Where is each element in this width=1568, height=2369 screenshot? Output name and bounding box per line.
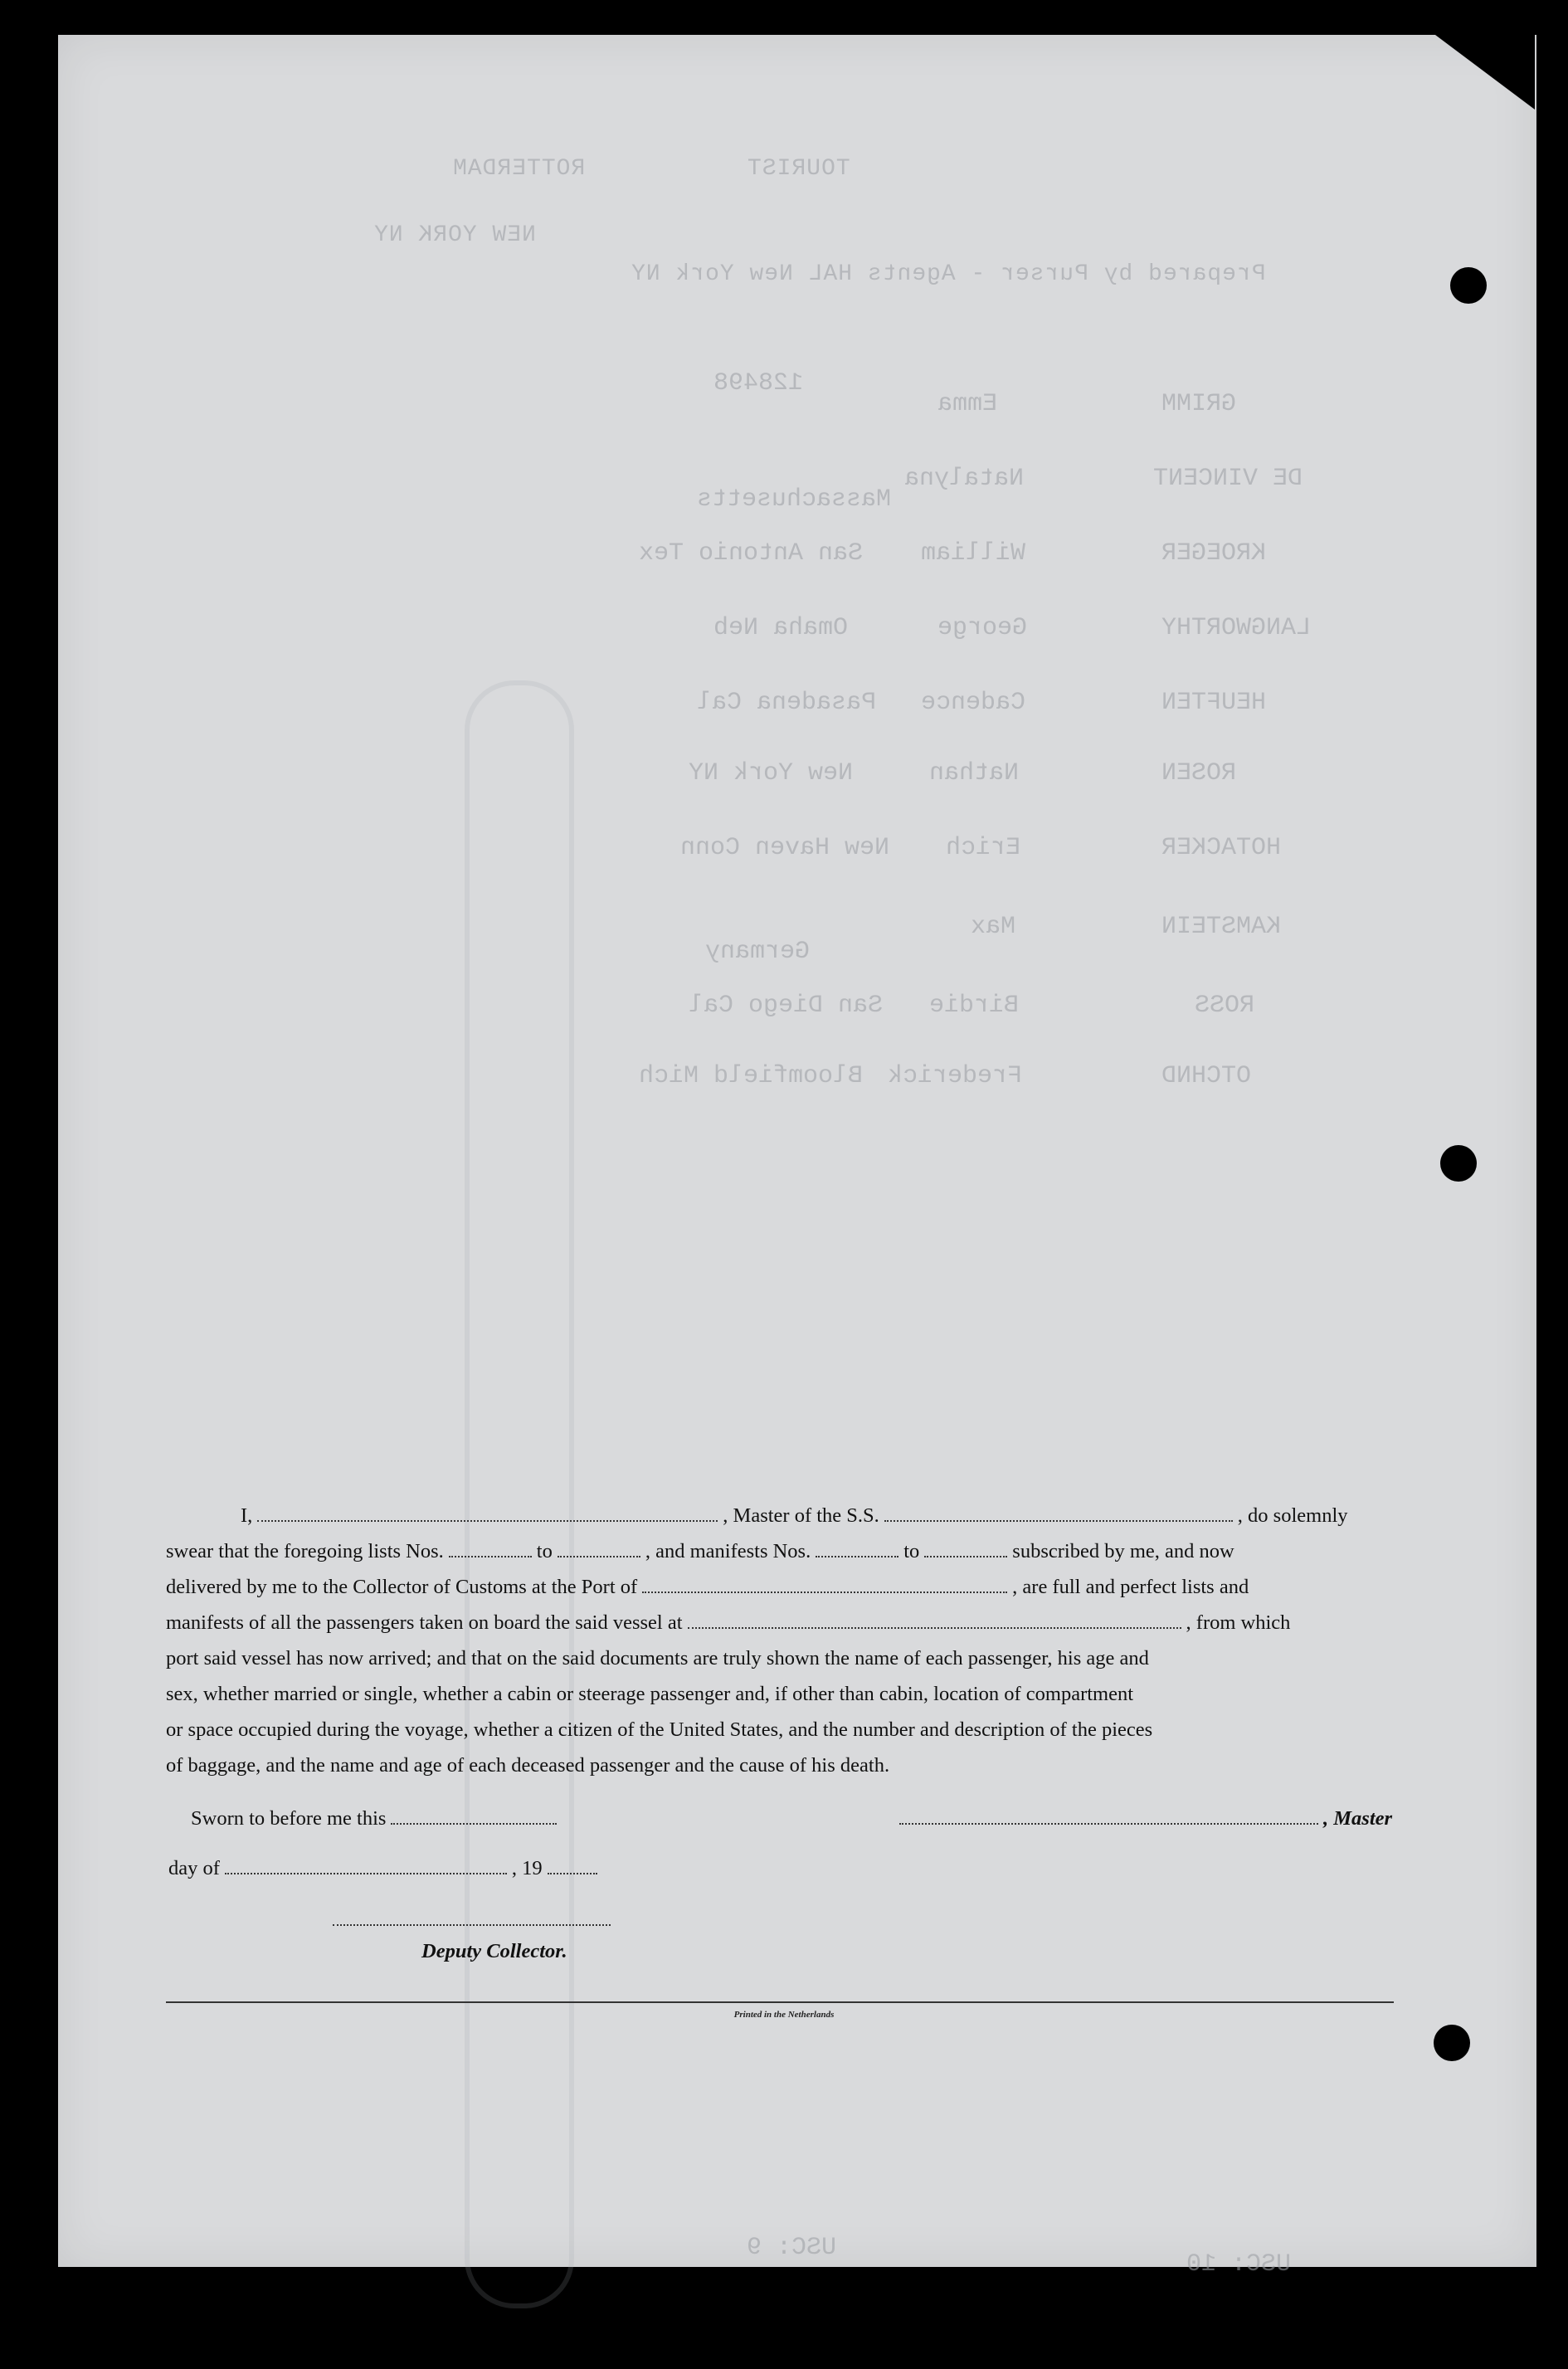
oath-text-fragment: delivered by me to the Collector of Customs at the Port of [166,1576,638,1598]
manifest-from-field[interactable] [816,1556,898,1557]
day-of-label: day of [168,1857,220,1879]
bleed-row-given: Natalyna [904,465,1025,493]
bleed-row-info: Germany [705,938,811,966]
deputy-signature-line [328,1908,616,1932]
oath-line-1 [166,1498,1394,1533]
bleed-bottom-code: USC: 9 [747,2234,837,2262]
bleed-row-info: New York NY [689,759,854,787]
punch-hole [1450,267,1487,304]
manifest-to-field[interactable] [924,1556,1007,1557]
deputy-collector-label: Deputy Collector. [421,1940,567,1962]
sworn-line [191,1807,562,1830]
bleed-header-4: Prepared by Purser - Agents HAL New York NY [631,261,1266,287]
oath-text-fragment: to [903,1540,920,1562]
oath-line-6: sex, whether married or single, whether a cabin or steerage passenger and, if other than cabin, location of compartment [166,1683,1134,1705]
bleed-bottom-code: USC: 10 [1186,2250,1292,2279]
oath-text-fragment: I, [241,1504,253,1527]
bleed-row-info: Bloomfield Mich [639,1062,864,1090]
oath-text-fragment: , do solemnly [1237,1504,1348,1527]
departure-port-field[interactable] [688,1627,1181,1629]
bleed-row-given: William [921,539,1026,568]
footer-rule [166,2001,1394,2003]
list-from-field[interactable] [449,1556,532,1557]
punch-hole [1440,1145,1477,1182]
year-label: , 19 [511,1857,543,1879]
bleed-row-info: Omaha Neb [713,614,849,642]
bleed-row-surname: ROSS [1195,992,1255,1020]
oath-line-7: or space occupied during the voyage, whether a citizen of the United States, and the number and description of the pieces [166,1718,1153,1741]
bleed-header-2: ROTTERDAM [452,156,586,182]
oath-text-fragment: manifests of all the passengers taken on board the said vessel at [166,1611,683,1634]
oath-line-2 [166,1533,1394,1569]
master-name-field[interactable] [257,1520,718,1522]
bleed-row-info: Pasadena Cal [697,689,877,717]
bleed-row-surname: KAMSTEIN [1161,913,1282,941]
deputy-signature-field[interactable] [333,1924,611,1926]
list-to-field[interactable] [558,1556,640,1557]
date-line [168,1857,602,1880]
oath-text-fragment: , Master of the S.S. [723,1504,879,1527]
torn-corner [1435,35,1535,110]
bleed-row-given: Nathan [929,759,1020,787]
bleed-row-given: Erich [946,834,1021,862]
bleed-row-surname: GRIMM [1161,390,1237,418]
bleed-row-surname: HOTACKER [1161,834,1282,862]
oath-text-fragment: , and manifests Nos. [645,1540,811,1562]
bleed-row-surname: HEUFTEN [1161,689,1267,717]
bleed-row-given: Emma [937,390,998,418]
bleed-header-1: TOURIST [747,156,850,182]
oath-line-5: port said vessel has now arrived; and that on the said documents are truly shown the name of each passenger, his age and [166,1647,1149,1670]
oath-text-fragment: , are full and perfect lists and [1012,1576,1249,1598]
oath-text-fragment: to [536,1540,553,1562]
sworn-day-field[interactable] [391,1823,557,1825]
bleed-row-given: Max [971,913,1016,941]
bleed-row-given: Birdie [929,992,1020,1020]
port-field[interactable] [642,1592,1007,1593]
oath-text [166,1498,1394,1783]
bleed-row-info: San Antonio Tex [639,539,864,568]
vessel-name-field[interactable] [884,1520,1233,1522]
bleed-row-info: New Haven Conn [680,834,890,862]
master-signature-line [894,1807,1392,1830]
bleed-row-info: 128498 [713,369,804,397]
oath-line-3 [166,1569,1394,1605]
bleed-row-given: Frederick [888,1062,1023,1090]
master-label: , Master [1323,1807,1393,1830]
bleed-row-surname: DE VINCENT [1153,465,1303,493]
oath-text-fragment: subscribed by me, and now [1012,1540,1234,1562]
oath-text-fragment: , from which [1186,1611,1291,1634]
bleed-header-3: NEW YORK NY [373,222,536,248]
sworn-label: Sworn to before me this [191,1807,387,1830]
bleed-row-surname: LANGWORTHY [1161,614,1312,642]
bleed-row-surname: ROSEN [1161,759,1237,787]
year-field[interactable] [548,1873,597,1874]
bleed-row-given: George [937,614,1028,642]
oath-text-fragment: swear that the foregoing lists Nos. [166,1540,444,1562]
bleed-row-surname: OTCHND [1161,1062,1252,1090]
month-field[interactable] [225,1873,507,1874]
bleed-row-info: San Diego Cal [689,992,884,1020]
bleed-row-given: Cadence [921,689,1026,717]
oath-line-4 [166,1605,1394,1640]
punch-hole [1434,2025,1470,2061]
bleed-row-surname: KROEGER [1161,539,1267,568]
faded-stamp [465,680,574,2308]
master-signature-field[interactable] [899,1823,1318,1825]
printed-in-label: Printed in the Netherlands [733,2010,835,2020]
bleed-row-info: Massachusetts [697,485,892,514]
oath-line-8: of baggage, and the name and age of each deceased passenger and the cause of his death. [166,1754,890,1777]
